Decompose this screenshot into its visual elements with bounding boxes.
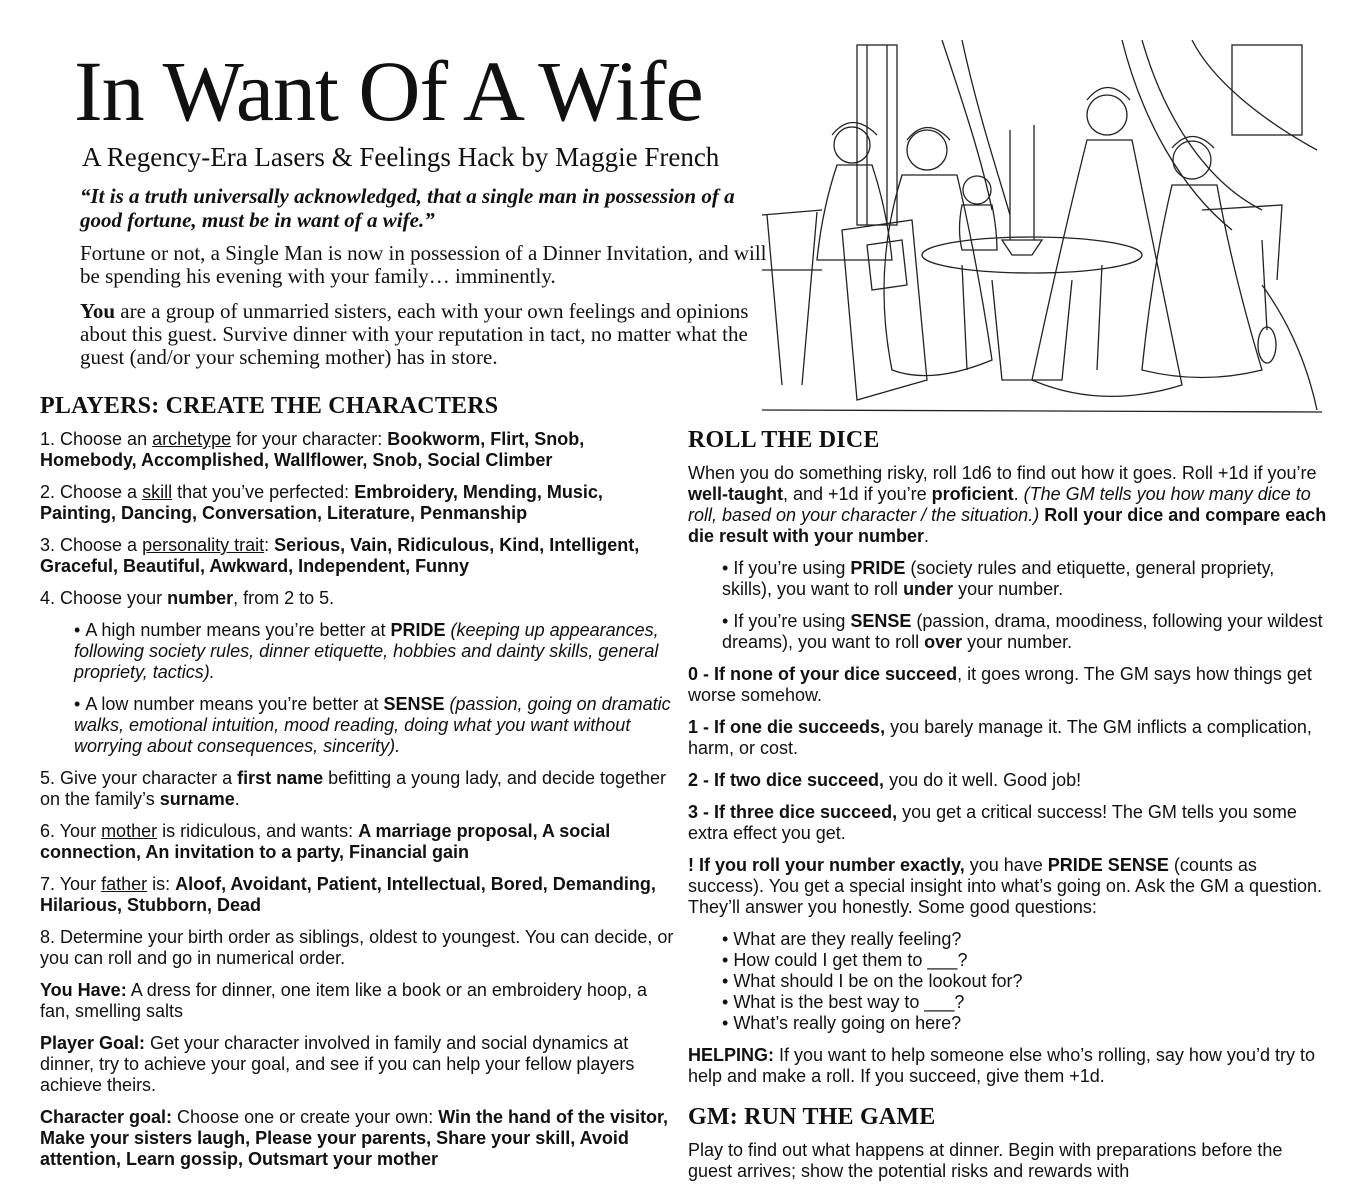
dice-heading: ROLL THE DICE <box>688 427 880 453</box>
step-5: 5. Give your character a first name befitting a young lady, and decide together on the family’s surname. <box>40 768 667 809</box>
step-3: 3. Choose a personality trait: Serious, Vain, Ridiculous, Kind, Intelligent, Graceful, Beautiful, Awkward, Independent, Funny <box>40 535 640 576</box>
step-7: 7. Your father is: Aloof, Avoidant, Patient, Intellectual, Bored, Demanding, Hilarious, Stubborn, Dead <box>40 874 656 915</box>
player-goal: Player Goal: Get your character involved in family and social dynamics at dinner, try to achieve your goal, and see if you can help your fellow players achieve theirs. <box>40 1033 635 1095</box>
character-goal: Character goal: Choose one or create your own: Win the hand of the visitor, Make your sisters laugh, Please your parents, Share your skill, Avoid attention, Learn gossip, Outsmart your mother <box>40 1107 669 1169</box>
low-number-bullet: • A low number means you’re better at SENSE (passion, going on dramatic walks, emotional intuition, mood reading, doing what you want without worrying about consequences, sincerity). <box>74 694 671 756</box>
intro-paragraph-2: You are a group of unmarried sisters, each with your own feelings and opinions about this guest. Survive dinner with your reputation in tact, no matter what the guest (and/or your scheming mother) has in store. <box>80 299 749 369</box>
step-8: 8. Determine your birth order as siblings, oldest to youngest. You can decide, or you can roll and go in numerical order. <box>40 927 674 968</box>
regency-dinner-illustration <box>762 40 1322 425</box>
you-have: You Have: A dress for dinner, one item like a book or an embroidery hoop, a fan, smelling salts <box>40 980 647 1021</box>
result-1: 1 - If one die succeeds, you barely manage it. The GM inflicts a complication, harm, or cost. <box>688 717 1312 758</box>
step-2: 2. Choose a skill that you’ve perfected: Embroidery, Mending, Music, Painting, Dancing, Conversation, Literature, Penmanship <box>40 482 603 523</box>
opening-quote: “It is a truth universally acknowledged, that a single man in possession of a good fortune, must be in want of a wife.” <box>80 184 735 232</box>
list-item: • What’s really going on here? <box>722 1013 1328 1034</box>
list-item: • How could I get them to ___? <box>722 950 1328 971</box>
question-list <box>722 929 1328 1034</box>
gm-heading: GM: RUN THE GAME <box>688 1104 936 1130</box>
page-title: In Want Of A Wife <box>74 43 703 139</box>
helping: HELPING: If you want to help someone else who’s rolling, say how you’d try to help and make a roll. If you succeed, give them +1d. <box>688 1045 1315 1086</box>
gm-text: Play to find out what happens at dinner. Begin with preparations before the guest arrives; show the potential risks and rewards with <box>688 1140 1283 1181</box>
page-subtitle: A Regency-Era Lasers & Feelings Hack by Maggie French <box>82 142 720 172</box>
step-6: 6. Your mother is ridiculous, and wants: A marriage proposal, A social connection, An invitation to a party, Financial gain <box>40 821 611 862</box>
list-item: • What is the best way to ___? <box>722 992 1328 1013</box>
list-item: • What should I be on the lookout for? <box>722 971 1328 992</box>
list-item: • What are they really feeling? <box>722 929 1328 950</box>
high-number-bullet: • A high number means you’re better at PRIDE (keeping up appearances, following society rules, dinner etiquette, hobbies and dainty skills, general propriety, tactics). <box>74 620 659 682</box>
result-0: 0 - If none of your dice succeed, it goes wrong. The GM says how things get worse somehow. <box>688 664 1312 705</box>
dice-intro: When you do something risky, roll 1d6 to find out how it goes. Roll +1d if you’re well-taught, and +1d if you’re proficient. (The GM tells you how many dice to roll, based on your character / the situation.) Roll your dice and compare each die result with your number. <box>688 463 1327 546</box>
result-exact: ! If you roll your number exactly, you have PRIDE SENSE (counts as success). You get a special insight into what’s going on. Ask the GM a question. They’ll answer you honestly. Some good questions: <box>688 855 1323 917</box>
pride-bullet: • If you’re using PRIDE (society rules and etiquette, general propriety, skills), you want to roll under your number. <box>722 558 1275 599</box>
step-4: 4. Choose your number, from 2 to 5. <box>40 588 335 608</box>
players-heading: PLAYERS: CREATE THE CHARACTERS <box>40 393 499 419</box>
step-1: 1. Choose an archetype for your character: Bookworm, Flirt, Snob, Homebody, Accomplished, Wallflower, Snob, Social Climber <box>40 429 585 470</box>
intro-paragraph-1: Fortune or not, a Single Man is now in possession of a Dinner Invitation, and will be spending his evening with your family… imminently. <box>80 241 767 288</box>
result-2: 2 - If two dice succeed, you do it well. Good job! <box>688 770 1082 790</box>
dice-section <box>688 427 1328 1193</box>
intro-lead: You <box>80 299 116 323</box>
result-3: 3 - If three dice succeed, you get a critical success! The GM tells you some extra effect you get. <box>688 802 1297 843</box>
sense-bullet: • If you’re using SENSE (passion, drama, moodiness, following your wildest dreams), you want to roll over your number. <box>722 611 1323 652</box>
players-section <box>40 393 680 1181</box>
